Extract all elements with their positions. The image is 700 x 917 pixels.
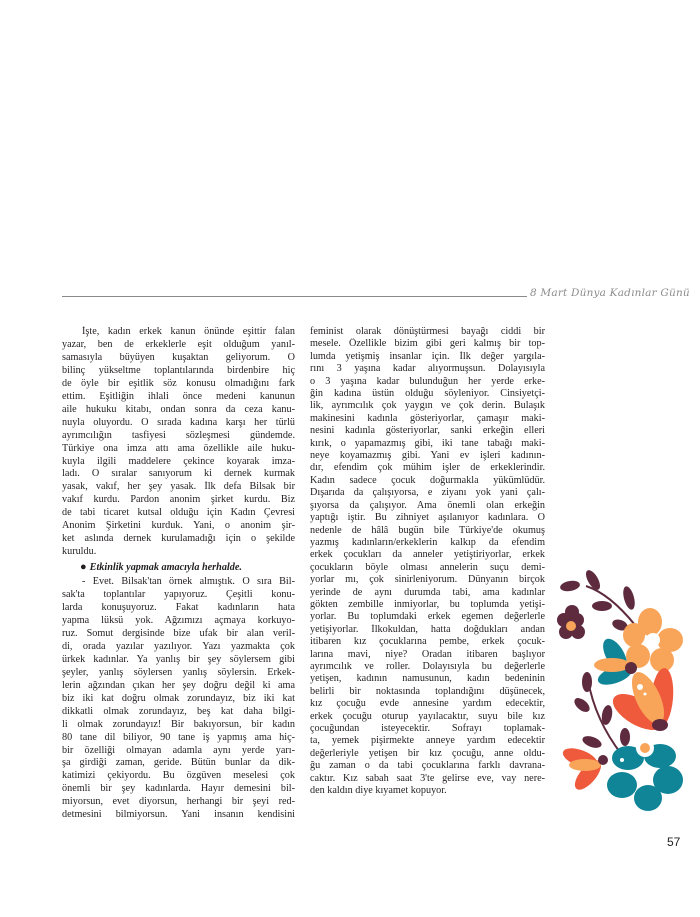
text-line: çocukların böyle olması annelerin suçu demi- <box>310 561 545 573</box>
text-line: Kadın sadece çocuk doğurmakla yükümlüdür. <box>310 474 545 486</box>
red-bud-icon <box>560 744 608 794</box>
text-line: önemli bir şey kadınlarda. Hayır demesini bil- <box>62 783 295 795</box>
text-line: den kaldın diye kıyamet kopuyor. <box>310 785 447 797</box>
page-number: 57 <box>667 835 681 849</box>
text-line: nesini kadınla gösteriyorlar, sanki erkeğin elleri <box>310 425 545 437</box>
text-line: yazar, ben de erkeklerle eşit olduğum yanıl- <box>62 338 295 350</box>
small-maroon-flower-icon <box>557 605 585 639</box>
text-line: mesele. Özellikle bizim gibi geri kalmış bir top- <box>310 338 545 350</box>
text-line: şa girdiği zaman, geride. Bütün bunlar da dik- <box>62 757 295 769</box>
text-line: yorlar. Bu toplumdaki erkek egemen değerlerle <box>310 611 545 623</box>
text-line: ket aslında dernek kurulamadığı için o şekilde <box>62 533 295 545</box>
text-line: bilinç yükseltme toplantılarında birdenbire hiç <box>62 364 295 376</box>
text-line: detmesini bilmiyorsun. Yani insanın kendisini <box>62 809 295 821</box>
text-line: Anonim Şirketini kurduk. Yani, o anonim şir- <box>62 520 295 532</box>
text-line: erkek çocuğu oturup yayılacaktır, suyu bile kız <box>310 710 545 722</box>
text-line: rını 3 yaşına kadar alıyormuşsun. Dolayısıyla <box>310 363 545 375</box>
text-line: çocuğundan isteyecektir. Sofrayı toplamak- <box>310 723 545 734</box>
text-line: şeyler, yanlış söylersen yanlış söylersin. Erkek- <box>62 666 295 678</box>
text-line: ladı. O sıralar sanıyorum ki dernek kurmak <box>62 468 295 480</box>
text-line: biz iki kat doğru olmak zorundayız, biz iki kat <box>62 692 295 704</box>
question-text: Etkinlik yapmak amacıyla herhalde. <box>89 562 242 574</box>
text-line: di, orada yazılar yazılıyor. Yazı yazmakta çok <box>62 640 295 652</box>
text-line: yetişen, kadının namusunun, kadın bedeninin <box>310 673 545 685</box>
text-line: gökten zembille inmiyorlar, bu toplumda yetişi- <box>310 598 545 610</box>
text-line: katimizi çekiyordu. Bu özgüven meselesi çok <box>62 770 295 782</box>
text-line: makinesini kadınla gösteriyorlar, çamaşır maki- <box>310 412 545 424</box>
text-line: nedenle de hâlâ bugün bile Türkiye'de okumuş <box>310 524 545 536</box>
teal-flower-icon <box>607 739 683 811</box>
text-line: kırık, o yapamazmış gibi, iki tane tabağı maki- <box>310 437 545 449</box>
text-line: yasak, vakıf, her şey yasak. İlk defa Bilsak bir <box>62 481 295 493</box>
interview-question <box>62 561 295 575</box>
text-line: ettim. Eşitliğin ihlali önce medeni kanunun <box>62 390 295 402</box>
text-column-middle <box>310 326 545 797</box>
text-line: lerin ağzından çıkan her şey doğru değil ki ama <box>62 679 295 691</box>
text-line: aile hukuku kitabı, ondan sonra da ceza kanu- <box>62 403 295 415</box>
text-line: Dışarıda da çalışıyorsa, e ziyanı yok yani çalı- <box>310 487 545 499</box>
text-line: ğu zaman o da tabi çocuklarına farklı davrana- <box>310 760 545 772</box>
bullet-icon: ● <box>80 561 87 574</box>
text-line: feminist olarak dönüştürmesi bayağı ciddi bir <box>310 326 545 337</box>
text-line: miyorsun, evet diyorsun, herhangi bir şeyi red- <box>62 796 295 808</box>
header-rule <box>62 296 527 297</box>
text-line: caktır. Kız sabah saat 3'te gelirse eve, vay nere- <box>310 772 545 784</box>
text-line: yapma lüksü yok. Ağzımızı açmaya korkuyo- <box>62 614 295 626</box>
text-line: ğin kadına üstün olduğu söyleniyor. Cinsiyetçi- <box>310 388 545 400</box>
text-line: dır, efendim çok mühim işler de erkeklerindir. <box>310 462 545 474</box>
text-line: itibaren kız çocuklarına pembe, erkek çocuk- <box>310 636 545 648</box>
text-line: İşte, kadın erkek kanun önünde eşittir falan <box>82 326 295 337</box>
text-line: yaptığı iştir. Bu zihniyet aşılanıyor kadınlara. O <box>310 512 545 524</box>
text-line: değerleriyle yetişen bir kız çocuğu, anne oldu- <box>310 747 545 759</box>
text-line: belirli bir noktasında toplandığını düşünecek, <box>310 685 545 697</box>
text-line: larına mavi, niye? Oradan itibaren başlıyor <box>310 648 545 660</box>
text-line: 80 tane dil biliyor, 90 tane iş yapmış ama hiç- <box>62 731 295 743</box>
text-line: sak'ta toplantılar yapıyoruz. Çeşitli konu- <box>62 589 295 601</box>
text-line: kuyla ilgili maddelere çekince koyarak imza- <box>62 455 295 467</box>
text-line: neye koyamazmış gibi. Yani ev işleri kadının- <box>310 450 545 462</box>
text-line: ayrımcılık ve roller. Dolayısıyla bu değerlerle <box>310 660 545 672</box>
text-line: lumda yetişmiş insanlar için. İlk değer yargıla- <box>310 350 545 362</box>
text-line: lik, ayrımcılık çok yaygın ve çok derin. Bulaşık <box>310 400 545 412</box>
text-line: de öyle bir eşitlik söz konusu olmadığını fark <box>62 377 295 389</box>
text-line: yerinde de aynı durumda tabi, ama kadınlar <box>310 586 545 598</box>
text-line: ta, yemek pişirmekte anneye yardım edecektir <box>310 735 545 747</box>
text-line: larda konuşuyoruz. Fakat kadınların hata <box>62 602 295 614</box>
text-line: bir özelliği olmayan adamla aynı yerde yarı- <box>62 744 295 756</box>
text-line: ürkek kadınlar. Ya yanlış bir şey söylersem gibi <box>62 653 295 665</box>
text-line: kuruldu. <box>62 546 97 558</box>
text-line: Türkiye ona imza attı ama özellikle aile huku- <box>62 442 295 454</box>
text-line: yazmış kadınların/erkeklerin kalkıp da efendim <box>310 536 545 548</box>
text-line: li olmak zorundayız! Bir bakıyorsun, bir kadın <box>62 718 295 730</box>
text-line: kız çocuğu evde annesine yardım edecektir, <box>310 698 545 710</box>
text-line: samasıyla büyüyen kuşaktan geliyorum. O <box>62 351 295 363</box>
text-line: yetişiyorlar. İlkokuldan, hatta doğdukları andan <box>310 623 545 635</box>
text-line: ruz. Somut dergisinde bize ufak bir alan veril- <box>62 627 295 639</box>
text-line: erkek çocukları da anneler yetiştiriyorlar, erkek <box>310 549 545 561</box>
running-title: 8 Mart Dünya Kadınlar Günü <box>530 287 690 299</box>
text-line: vakıf kurdu. Pardon anonim şirket kurdu. Biz <box>62 494 295 506</box>
text-line: ayrımcılığın tasfiyesi sözleşmesi gündemde. <box>62 429 295 441</box>
text-line: yorlar mı, çok sinirleniyorum. Dünyanın birçok <box>310 574 545 586</box>
text-line: dikkatli olmak zorundayız, beş kat daha bilgi- <box>62 705 295 717</box>
text-line: şıyorsa da çalışıyor. Ama önemli olan erkeğin <box>310 499 545 511</box>
text-line: o 3 yaşına kadar bulunduğun her yerde erke- <box>310 375 545 387</box>
text-column-left <box>62 326 295 822</box>
floral-illustration <box>550 570 700 820</box>
text-line: de tabi ticaret kutsal olduğu için Kadın Çevresi <box>62 507 295 519</box>
text-line: - Evet. Bilsak'tan örnek almıştık. O sıra Bil- <box>82 576 295 588</box>
text-line: nuyla oluyordu. O sırada kadına karşı her türlü <box>62 416 295 428</box>
